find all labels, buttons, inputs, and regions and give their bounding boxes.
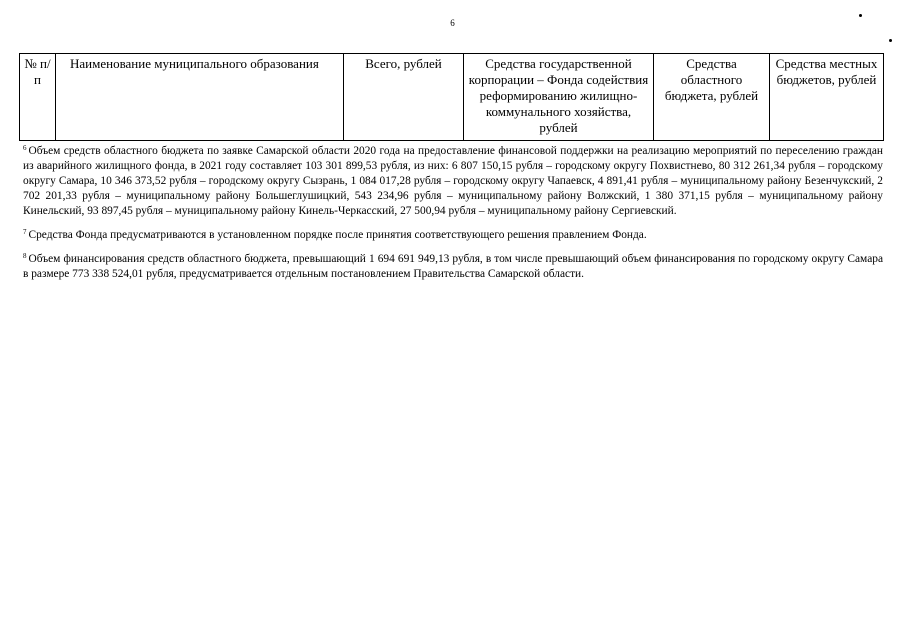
scan-speck — [859, 14, 862, 17]
header-cell-local-budgets: Средства местных бюджетов, рублей — [770, 54, 884, 141]
footnote-mark: 8 — [23, 252, 27, 260]
header-cell-number: № п/п — [20, 54, 56, 141]
header-cell-fund: Средства государственной корпорации – Фонда содействия реформированию жилищно-коммунального хозяйства, рублей — [464, 54, 654, 141]
footnote-8 — [23, 252, 883, 282]
header-cell-total: Всего, рублей — [344, 54, 464, 141]
header-cell-municipality: Наименование муниципального образования — [56, 54, 344, 141]
footnote-text: Средства Фонда предусматриваются в установленном порядке после принятия соответствующего решения правлением Фонда. — [28, 229, 647, 241]
footnote-6 — [23, 144, 883, 219]
header-table — [19, 53, 884, 141]
footnote-mark: 7 — [23, 228, 27, 236]
footnote-mark: 6 — [23, 144, 27, 152]
scan-speck — [889, 39, 892, 42]
footnote-text: Объем средств областного бюджета по заявке Самарской области 2020 года на предоставление финансовой поддержки на реализацию мероприятий по переселению граждан из аварийного жилищного фонда, в 2021 году составляет 103 301 899,53 рубля, из них: 6 807 150,15 рубля – городскому округу Похвистнево, 80 312 261,34 рубля – городскому округу Самара, 10 346 373,52 рубля – городскому округу Сызрань, 1 084 017,28 рубля – городскому округу Чапаевск, 4 891,41 рубля – муниципальному району Безенчукский, 2 702 201,33 рубля – муниципальному району Большеглушицкий, 543 234,96 рубля – муниципальному району Волжский, 1 380 371,15 рубля – муниципальному району Кинельский, 93 897,45 рубля – муниципальному району Кинель-Черкасский, 27 500,94 рубля – муниципальному району Сергиевский. — [23, 145, 883, 217]
footnote-text: Объем финансирования средств областного бюджета, превышающий 1 694 691 949,13 рубля, в том числе превышающий объем финансирования по городскому округу Самара в размере 773 338 524,01 рубля, предусматривается отдельным постановлением Правительства Самарской области. — [23, 253, 883, 280]
page-number: 6 — [450, 18, 455, 28]
header-cell-regional-budget: Средства областного бюджета, рублей — [654, 54, 770, 141]
footnotes — [23, 144, 883, 291]
table-header-row — [20, 54, 884, 141]
footnote-7 — [23, 228, 883, 243]
